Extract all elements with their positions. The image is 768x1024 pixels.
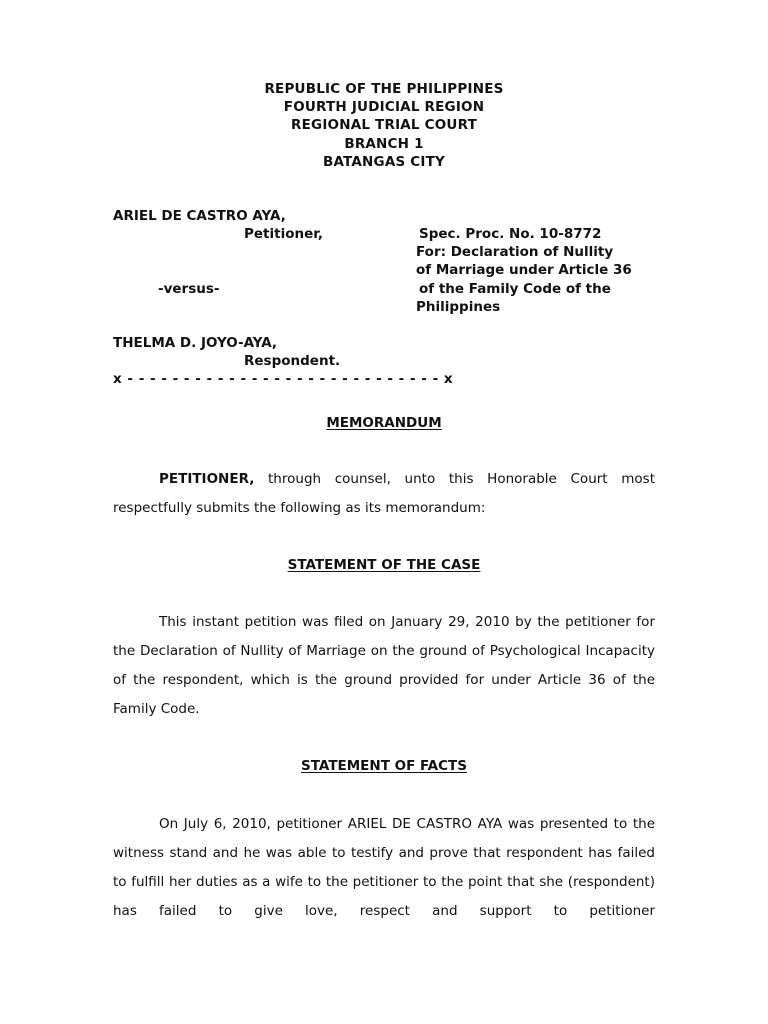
- case-title-line-4: Philippines: [416, 299, 501, 315]
- statement-of-case-paragraph: [113, 608, 655, 724]
- respondent-name: THELMA D. JOYO-AYA,: [113, 335, 278, 351]
- petitioner-label: Petitioner,: [244, 226, 324, 242]
- statement-of-facts-text: On July 6, 2010, petitioner ARIEL DE CASTRO AYA was presented to the witness stand and he was able to testify and prove that respondent has failed to fulfill her duties as a wife to the petitioner to the point that she (respondent) has failed to give love, respect and support to petitioner: [113, 816, 655, 919]
- case-number: Spec. Proc. No. 10-8772: [419, 226, 602, 242]
- header-republic: REPUBLIC OF THE PHILIPPINES: [264, 81, 504, 97]
- header-branch: BRANCH 1: [344, 135, 424, 152]
- court-header: [0, 80, 768, 171]
- intro-text: through counsel, unto this Honorable Court most respectfully submits the following as its memorandum:: [113, 471, 655, 516]
- memorandum-title: MEMORANDUM: [326, 415, 442, 431]
- statement-of-facts-paragraph: [113, 810, 655, 926]
- statement-of-facts-heading: STATEMENT OF FACTS: [301, 758, 467, 774]
- case-title-line-1: For: Declaration of Nullity: [416, 244, 614, 260]
- intro-paragraph: [113, 465, 655, 523]
- statement-of-case-text: This instant petition was filed on January 29, 2010 by the petitioner for the Declaration of Nullity of Marriage on the ground of Psychological Incapacity of the respondent, which is the ground provided for under Article 36 of the Family Code.: [113, 614, 655, 717]
- statement-of-case-heading: STATEMENT OF THE CASE: [287, 557, 481, 573]
- petitioner-name: ARIEL DE CASTRO AYA,: [113, 208, 286, 224]
- header-court: REGIONAL TRIAL COURT: [291, 117, 477, 134]
- header-region: FOURTH JUDICIAL REGION: [283, 99, 485, 116]
- intro-lead: PETITIONER,: [159, 471, 255, 487]
- versus-label: -versus-: [158, 281, 220, 297]
- respondent-label: Respondent.: [244, 353, 341, 369]
- caption-separator: x - - - - - - - - - - - - - - - - - - - - - - - - - - - - x: [113, 371, 454, 387]
- case-title-line-3: of the Family Code of the: [419, 281, 611, 297]
- header-city: BATANGAS CITY: [322, 153, 446, 170]
- case-title-line-2: of Marriage under Article 36: [416, 262, 632, 278]
